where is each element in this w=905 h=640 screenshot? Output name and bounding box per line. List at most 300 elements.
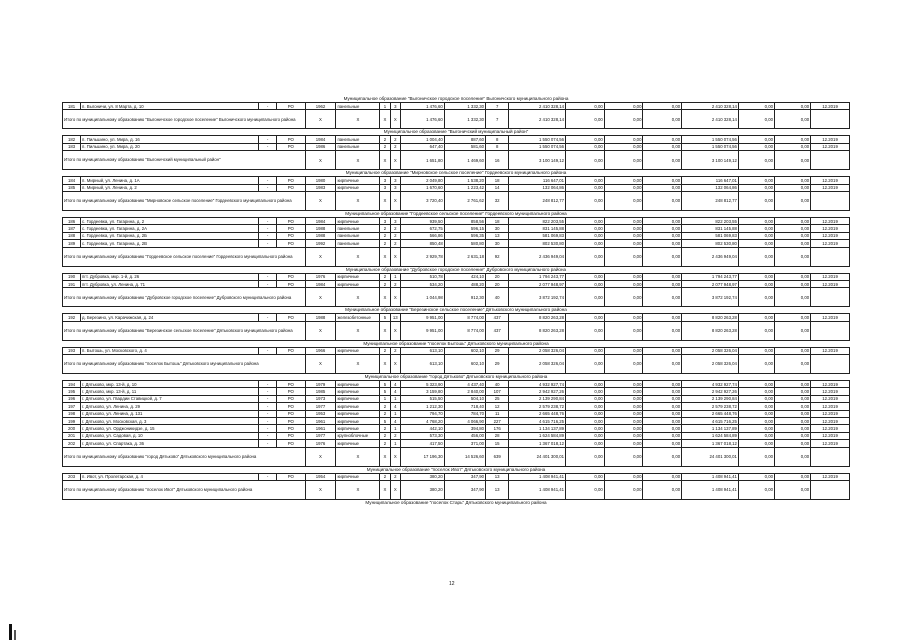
table-cell: кирпичные — [336, 381, 380, 388]
total-cell: 0,00 — [738, 480, 774, 499]
table-cell: 197 — [63, 403, 81, 410]
table-cell: 3 — [380, 184, 390, 191]
table-cell: 0,00 — [775, 314, 811, 321]
table-cell: 132 064,86 — [682, 184, 739, 191]
total-label: Итого по муниципальному образованию "Выгоничский муниципальный район" — [63, 151, 306, 170]
table-cell: РО — [277, 177, 305, 184]
table-cell: 2 077 948,97 — [682, 280, 739, 287]
table-cell: 193 — [63, 347, 81, 354]
table-cell: - — [259, 388, 277, 395]
table-cell: - — [259, 395, 277, 402]
total-cell: 2 929,78 — [400, 247, 444, 266]
total-label: Итого по муниципальному образованию "Дубровское городское поселение" Дубровского муниципального района — [63, 288, 306, 307]
total-cell: 0,00 — [738, 247, 774, 266]
total-cell: 0,00 — [738, 110, 774, 129]
table-cell: 0,00 — [566, 403, 605, 410]
table-cell: 581 069,83 — [682, 232, 739, 239]
table-cell: 1984 — [305, 136, 336, 143]
table-cell: пгт. Дубровка, ул. Ленина, д. 71 — [81, 280, 259, 287]
total-cell: 7 — [486, 110, 509, 129]
total-cell: 0,00 — [604, 110, 643, 129]
total-cell: X — [390, 191, 400, 210]
table-cell: 1961 — [305, 418, 336, 425]
table-cell: 0,00 — [643, 410, 682, 417]
table-cell: 1 — [380, 103, 390, 110]
table-cell: 0,00 — [738, 273, 774, 280]
table-cell: 190 — [63, 273, 81, 280]
table-cell: 11 — [486, 410, 509, 417]
municipality-table — [62, 347, 850, 374]
municipality-header: Муниципальное образование "поселок Старь" Дятьковского муниципального района — [365, 499, 547, 505]
table-row — [63, 403, 850, 410]
table-cell: 2 — [390, 136, 400, 143]
table-cell: 3 — [380, 177, 390, 184]
table-row — [63, 388, 850, 395]
total-cell: X — [336, 110, 380, 129]
total-cell: X — [390, 288, 400, 307]
table-cell: 8 — [486, 143, 509, 150]
table-cell: панельные — [336, 136, 380, 143]
table-cell: панельные — [336, 240, 380, 247]
table-cell: 0,00 — [566, 473, 605, 480]
total-cell: X — [390, 447, 400, 466]
total-cell: 29 — [486, 355, 509, 374]
table-cell: - — [259, 425, 277, 432]
table-cell: 1 — [390, 395, 400, 402]
table-cell: 2 — [380, 425, 390, 432]
table-cell: 613,10 — [400, 347, 444, 354]
table-cell: РО — [277, 347, 305, 354]
total-row — [63, 355, 850, 374]
table-cell: г. Дятьково, мкр. 13-й, д. 11 — [81, 388, 259, 395]
table-cell: 0,00 — [566, 232, 605, 239]
table-cell: 2 — [380, 143, 390, 150]
table-cell: 0,00 — [738, 440, 774, 447]
table-cell: 1961 — [305, 425, 336, 432]
table-cell: с. Гордеевка, ул. Гагарина, д. 2В — [81, 240, 259, 247]
table-cell: 0,00 — [643, 136, 682, 143]
table-cell: г. Дятьково, мкр. 13-й, д. 10 — [81, 381, 259, 388]
table-cell: 15 — [486, 440, 509, 447]
table-cell: 5 — [380, 418, 390, 425]
table-cell: 1985 — [305, 388, 336, 395]
table-cell: 2 — [380, 432, 390, 439]
scan-edge-mark — [14, 630, 16, 640]
table-cell: 1 — [390, 273, 400, 280]
table-cell: 566,86 — [400, 232, 444, 239]
table-cell: 8 820 263,28 — [682, 314, 739, 321]
table-cell: 2 410 328,14 — [509, 103, 566, 110]
total-cell: 0,00 — [604, 247, 643, 266]
table-cell: 12.2019 — [811, 381, 850, 388]
table-cell: 417,50 — [400, 440, 444, 447]
table-cell: 0,00 — [775, 103, 811, 110]
table-cell: 1 367 018,12 — [509, 440, 566, 447]
table-cell: 0,00 — [775, 381, 811, 388]
table-cell: 0,00 — [738, 143, 774, 150]
table-cell: 0,00 — [566, 273, 605, 280]
total-cell: 639 — [486, 447, 509, 466]
table-cell: 0,00 — [643, 177, 682, 184]
table-cell: г. Дятьково, ул. Ленина, д. 131 — [81, 410, 259, 417]
total-cell: 0,00 — [775, 247, 811, 266]
table-cell: 30 — [486, 225, 509, 232]
table-cell: 1988 — [305, 314, 336, 321]
municipality-table — [62, 313, 850, 340]
table-cell: 2 049,80 — [400, 177, 444, 184]
total-cell: X — [390, 355, 400, 374]
table-row — [63, 225, 850, 232]
table-cell: 0,00 — [738, 432, 774, 439]
total-cell: 0,00 — [738, 151, 774, 170]
table-cell: - — [259, 473, 277, 480]
total-cell: 0,00 — [566, 110, 605, 129]
table-cell: п. Ивот, ул. Пролетарская, д. 4 — [81, 473, 259, 480]
total-cell: 0,00 — [566, 247, 605, 266]
table-cell: 1 212,30 — [400, 403, 444, 410]
table-cell: 581,60 — [444, 143, 485, 150]
total-cell: 1 332,30 — [444, 110, 485, 129]
table-cell: - — [259, 184, 277, 191]
total-cell: 2 761,62 — [444, 191, 485, 210]
table-cell: - — [259, 440, 277, 447]
table-cell: 1 223,42 — [444, 184, 485, 191]
table-cell: 0,00 — [604, 217, 643, 224]
table-cell: 1 408 941,41 — [509, 473, 566, 480]
table-cell: - — [259, 217, 277, 224]
table-cell: 188 — [63, 232, 81, 239]
table-cell: кирпичные — [336, 418, 380, 425]
total-label: Итого по муниципальному образованию "поселок Бытошь" Дятьковского муниципального района — [63, 355, 306, 374]
table-cell: 182 — [63, 136, 81, 143]
table-cell: п. Пильшино, ул. Мира, д. 20 — [81, 143, 259, 150]
table-cell: 0,00 — [566, 395, 605, 402]
table-cell: 2 — [380, 273, 390, 280]
table-cell: 187 — [63, 225, 81, 232]
municipality-table — [62, 135, 850, 170]
table-cell: 2 — [380, 240, 390, 247]
table-cell: 5 — [380, 314, 390, 321]
table-cell: 0,00 — [775, 136, 811, 143]
total-cell: 0,00 — [643, 110, 682, 129]
table-cell: 8 820 263,28 — [509, 314, 566, 321]
table-cell: 191 — [63, 280, 81, 287]
table-cell: 0,00 — [566, 388, 605, 395]
table-cell: 1954 — [305, 473, 336, 480]
total-cell: X — [380, 447, 390, 466]
table-cell: 858,56 — [444, 217, 485, 224]
total-label: Итого по муниципальному образованию "поселок Ивот" Дятьковского муниципального района — [63, 480, 306, 499]
total-cell: 0,00 — [566, 355, 605, 374]
table-cell: РО — [277, 232, 305, 239]
table-cell: 12.2019 — [811, 143, 850, 150]
total-cell: X — [305, 480, 336, 499]
table-cell: кирпичные — [336, 388, 380, 395]
total-cell: 1 651,80 — [400, 151, 444, 170]
table-cell: 12.2019 — [811, 410, 850, 417]
table-cell: 596,35 — [444, 232, 485, 239]
table-cell: РО — [277, 184, 305, 191]
total-cell: X — [305, 321, 336, 340]
table-cell: 0,00 — [604, 103, 643, 110]
table-cell: 0,00 — [738, 388, 774, 395]
table-cell: 0,00 — [566, 314, 605, 321]
total-cell — [811, 355, 850, 374]
table-cell: 581 069,83 — [509, 232, 566, 239]
table-cell: 1 134 137,89 — [682, 425, 739, 432]
table-cell: панельные — [336, 225, 380, 232]
total-cell: X — [336, 151, 380, 170]
table-cell: 9 951,00 — [400, 314, 444, 321]
table-cell: п. Мирный, ул. Ленина, д. 1А — [81, 177, 259, 184]
table-cell: 347,90 — [444, 473, 485, 480]
table-cell: РО — [277, 381, 305, 388]
table-cell: 1992 — [305, 240, 336, 247]
table-cell: 2 — [380, 403, 390, 410]
total-cell: X — [390, 321, 400, 340]
table-cell: 4 615 716,25 — [509, 418, 566, 425]
total-cell — [811, 447, 850, 466]
table-cell: 0,00 — [738, 410, 774, 417]
total-cell: X — [336, 247, 380, 266]
table-cell: РО — [277, 410, 305, 417]
total-cell: 912,30 — [444, 288, 485, 307]
total-cell: 0,00 — [566, 321, 605, 340]
table-cell: 510,78 — [400, 273, 444, 280]
table-cell: 1976 — [305, 440, 336, 447]
table-cell: 0,00 — [604, 240, 643, 247]
total-cell: X — [305, 447, 336, 466]
table-cell: 0,00 — [604, 388, 643, 395]
table-cell: г. Дятьково, ул. Ленина, д. 29 — [81, 403, 259, 410]
table-cell: 0,00 — [775, 473, 811, 480]
total-cell — [811, 110, 850, 129]
table-cell: - — [259, 143, 277, 150]
total-cell: 0,00 — [566, 447, 605, 466]
table-cell: - — [259, 177, 277, 184]
total-cell: 3 100 149,12 — [509, 151, 566, 170]
table-cell: 20 — [486, 273, 509, 280]
table-cell: 12.2019 — [811, 395, 850, 402]
table-row — [63, 136, 850, 143]
table-cell: 2 — [390, 347, 400, 354]
table-cell: 0,00 — [604, 232, 643, 239]
table-cell: 2 — [380, 440, 390, 447]
table-cell: 2 139 290,84 — [682, 395, 739, 402]
table-cell: 0,00 — [604, 280, 643, 287]
total-cell: 0,00 — [604, 355, 643, 374]
table-cell: 0,00 — [604, 347, 643, 354]
table-cell: 2 — [390, 240, 400, 247]
total-cell: 2 410 328,14 — [682, 110, 739, 129]
table-cell: 2 058 326,04 — [509, 347, 566, 354]
table-cell: 0,00 — [775, 395, 811, 402]
table-cell: РО — [277, 136, 305, 143]
table-cell: РО — [277, 388, 305, 395]
table-cell: кирпичные — [336, 273, 380, 280]
total-cell: X — [390, 480, 400, 499]
total-cell: 0,00 — [775, 480, 811, 499]
table-cell: 13 — [486, 232, 509, 239]
table-cell: 0,00 — [643, 381, 682, 388]
total-cell: X — [336, 447, 380, 466]
total-cell: 16 — [486, 151, 509, 170]
table-cell: 802 530,80 — [509, 240, 566, 247]
table-cell: 1977 — [305, 403, 336, 410]
table-cell: 2 — [380, 225, 390, 232]
table-cell: - — [259, 432, 277, 439]
total-cell: 1 408 941,41 — [509, 480, 566, 499]
table-cell: 0,00 — [775, 347, 811, 354]
table-cell: с. Гордеевка, ул. Гагарина, д. 2Б — [81, 232, 259, 239]
table-cell: 4 768,20 — [400, 418, 444, 425]
table-cell: 12.2019 — [811, 347, 850, 354]
table-cell: 2 — [390, 280, 400, 287]
table-cell: 0,00 — [566, 177, 605, 184]
table-cell: 0,00 — [566, 225, 605, 232]
table-cell: кирпичные — [336, 280, 380, 287]
table-cell: 602,10 — [444, 347, 485, 354]
table-cell: РО — [277, 280, 305, 287]
total-label: Итого по муниципальному образованию "Березинское сельское поселение" Дятьковского муниципального района — [63, 321, 306, 340]
table-cell: РО — [277, 432, 305, 439]
table-cell: 0,00 — [604, 273, 643, 280]
table-cell: 12.2019 — [811, 388, 850, 395]
table-cell: 227 — [486, 418, 509, 425]
total-label: Итого по муниципальному образованию "город Дятьково" Дятьковского муниципального района — [63, 447, 306, 466]
table-cell: РО — [277, 395, 305, 402]
table-cell: 2 058 326,04 — [682, 347, 739, 354]
total-cell: 3 872 192,74 — [682, 288, 739, 307]
table-cell: 1 550 074,56 — [509, 143, 566, 150]
table-cell: 0,00 — [604, 143, 643, 150]
table-cell: 1 624 584,89 — [682, 432, 739, 439]
table-cell: 29 — [486, 347, 509, 354]
table-cell: - — [259, 136, 277, 143]
total-cell: 0,00 — [643, 321, 682, 340]
table-cell: 1 550 074,56 — [509, 136, 566, 143]
table-cell: 0,00 — [566, 184, 605, 191]
table-cell: 12.2019 — [811, 225, 850, 232]
table-cell: 12.2019 — [811, 280, 850, 287]
table-cell: РО — [277, 273, 305, 280]
table-cell: 2 410 328,14 — [682, 103, 739, 110]
total-cell: 1 476,60 — [400, 110, 444, 129]
total-cell: X — [380, 480, 390, 499]
table-cell: 1 476,60 — [400, 103, 444, 110]
table-cell: 1 134 137,89 — [509, 425, 566, 432]
table-cell: кирпичные — [336, 184, 380, 191]
table-cell: 12.2019 — [811, 240, 850, 247]
table-cell: 573,30 — [400, 432, 444, 439]
total-cell: 0,00 — [566, 191, 605, 210]
table-cell: 4 — [390, 388, 400, 395]
table-cell: 3 — [380, 217, 390, 224]
total-row — [63, 447, 850, 466]
table-cell: 0,00 — [643, 225, 682, 232]
table-cell: кирпичные — [336, 217, 380, 224]
municipality-header: Муниципальное образование "Мирновское сельское поселение" Гордеевского муниципального района — [345, 170, 567, 176]
table-cell: 1953 — [305, 410, 336, 417]
table-cell: 2 — [390, 225, 400, 232]
table-cell: 0,00 — [738, 473, 774, 480]
table-cell: 718,40 — [444, 403, 485, 410]
table-cell: 4 066,90 — [444, 418, 485, 425]
total-cell: X — [305, 247, 336, 266]
total-cell: X — [380, 355, 390, 374]
table-cell: 1962 — [305, 103, 336, 110]
table-cell: 0,00 — [775, 184, 811, 191]
table-cell: 2 665 448,76 — [682, 410, 739, 417]
table-cell: 3 — [390, 217, 400, 224]
total-cell: 0,00 — [738, 191, 774, 210]
total-cell: X — [380, 321, 390, 340]
table-cell: 200 — [63, 425, 81, 432]
total-cell: 0,00 — [643, 191, 682, 210]
total-cell: 0,00 — [566, 480, 605, 499]
table-cell: 0,00 — [775, 432, 811, 439]
table-cell: 0,00 — [738, 280, 774, 287]
table-cell: 887,60 — [444, 136, 485, 143]
total-cell: 8 774,00 — [444, 321, 485, 340]
total-cell: 0,00 — [775, 288, 811, 307]
table-cell: 2 — [380, 473, 390, 480]
total-cell: X — [305, 355, 336, 374]
table-cell: 0,00 — [643, 103, 682, 110]
table-cell: крупноблочные — [336, 432, 380, 439]
table-cell: 0,00 — [738, 217, 774, 224]
table-row — [63, 418, 850, 425]
table-cell: 4 — [390, 381, 400, 388]
table-cell: 12.2019 — [811, 432, 850, 439]
table-cell: г. Дятьково, ул. Садовая, д. 10 — [81, 432, 259, 439]
table-cell: - — [259, 240, 277, 247]
table-cell: 0,00 — [643, 280, 682, 287]
table-cell: 198 — [63, 410, 81, 417]
table-cell: 1 550 074,56 — [682, 136, 739, 143]
table-cell: 3 — [390, 103, 400, 110]
table-cell: 2 840,00 — [444, 388, 485, 395]
table-cell: п. Выгоничи, ул. 8 Марта, д. 10 — [81, 103, 259, 110]
table-cell: 0,00 — [604, 425, 643, 432]
table-cell: 394,80 — [444, 425, 485, 432]
table-cell: 0,00 — [566, 280, 605, 287]
table-cell: 18 — [486, 217, 509, 224]
total-cell — [811, 321, 850, 340]
table-row — [63, 280, 850, 287]
total-row — [63, 321, 850, 340]
total-cell: X — [305, 151, 336, 170]
total-cell: 2 436 949,04 — [509, 247, 566, 266]
table-cell: 25 — [486, 395, 509, 402]
total-cell: X — [336, 480, 380, 499]
table-cell: 534,20 — [400, 280, 444, 287]
municipality-header: Муниципальное образование "Выгоничский муниципальный район" — [383, 129, 529, 135]
table-cell: панельные — [336, 232, 380, 239]
table-cell: 12.2019 — [811, 232, 850, 239]
total-cell: 40 — [486, 288, 509, 307]
table-cell: РО — [277, 425, 305, 432]
table-cell: 2 — [380, 280, 390, 287]
table-cell: 0,00 — [604, 403, 643, 410]
total-cell: 613,10 — [400, 355, 444, 374]
table-cell: 5 — [380, 381, 390, 388]
table-cell: 3 159,80 — [400, 388, 444, 395]
table-cell: 0,00 — [566, 425, 605, 432]
table-cell: 580,80 — [444, 240, 485, 247]
table-cell: 784,70 — [444, 410, 485, 417]
total-cell: 2 058 326,04 — [682, 355, 739, 374]
